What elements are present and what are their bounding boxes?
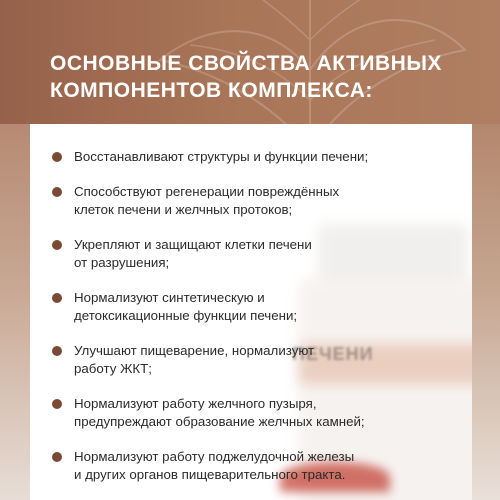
list-item-line-2: детоксикационные функции печени; (74, 308, 298, 323)
list-item (52, 289, 462, 325)
product-label-text: ПЕЧЕНИ (292, 344, 374, 364)
bullet-dot-icon (52, 452, 62, 462)
list-item (52, 395, 462, 431)
header-band (0, 0, 500, 124)
properties-list (52, 148, 462, 500)
list-item-line-1: Восстанавливают структуры и функции печени; (74, 149, 369, 164)
left-side-strip (0, 124, 30, 500)
list-item (52, 448, 462, 484)
list-item-line-2: и других органов пищеварительного тракта. (74, 467, 346, 482)
page-title-line-1: ОСНОВНЫЕ СВОЙСТВА АКТИВНЫХ (50, 52, 442, 75)
bullet-dot-icon (52, 240, 62, 250)
list-item (52, 342, 462, 378)
list-item-line-2: предупреждают образование желчных камней; (74, 414, 365, 429)
right-side-strip (472, 124, 500, 500)
list-item-line-1: Нормализуют синтетическую и (74, 290, 265, 305)
list-item (52, 148, 462, 166)
bullet-dot-icon (52, 399, 62, 409)
list-item-line-1: Способствуют регенерации повреждённых (74, 184, 340, 199)
bullet-dot-icon (52, 293, 62, 303)
list-item-line-1: Нормализуют работу желчного пузыря, (74, 396, 317, 411)
page-title (50, 50, 470, 104)
list-item (52, 183, 462, 219)
bullet-dot-icon (52, 152, 62, 162)
list-item-line-2: от разрушения; (74, 255, 170, 270)
page-title-line-2: КОМПОНЕНТОВ КОМПЛЕКСА: (50, 79, 373, 102)
list-item-line-2: работу ЖКТ; (74, 361, 152, 376)
list-item-line-1: Нормализуют работу поджелудочной железы (74, 449, 355, 464)
list-item (52, 236, 462, 272)
bullet-dot-icon (52, 346, 62, 356)
list-item-line-1: Укрепляют и защищают клетки печени (74, 237, 312, 252)
list-item-line-1: Улучшают пищеварение, нормализуют (74, 343, 315, 358)
list-item-line-2: клеток печени и желчных протоков; (74, 202, 293, 217)
bullet-dot-icon (52, 187, 62, 197)
